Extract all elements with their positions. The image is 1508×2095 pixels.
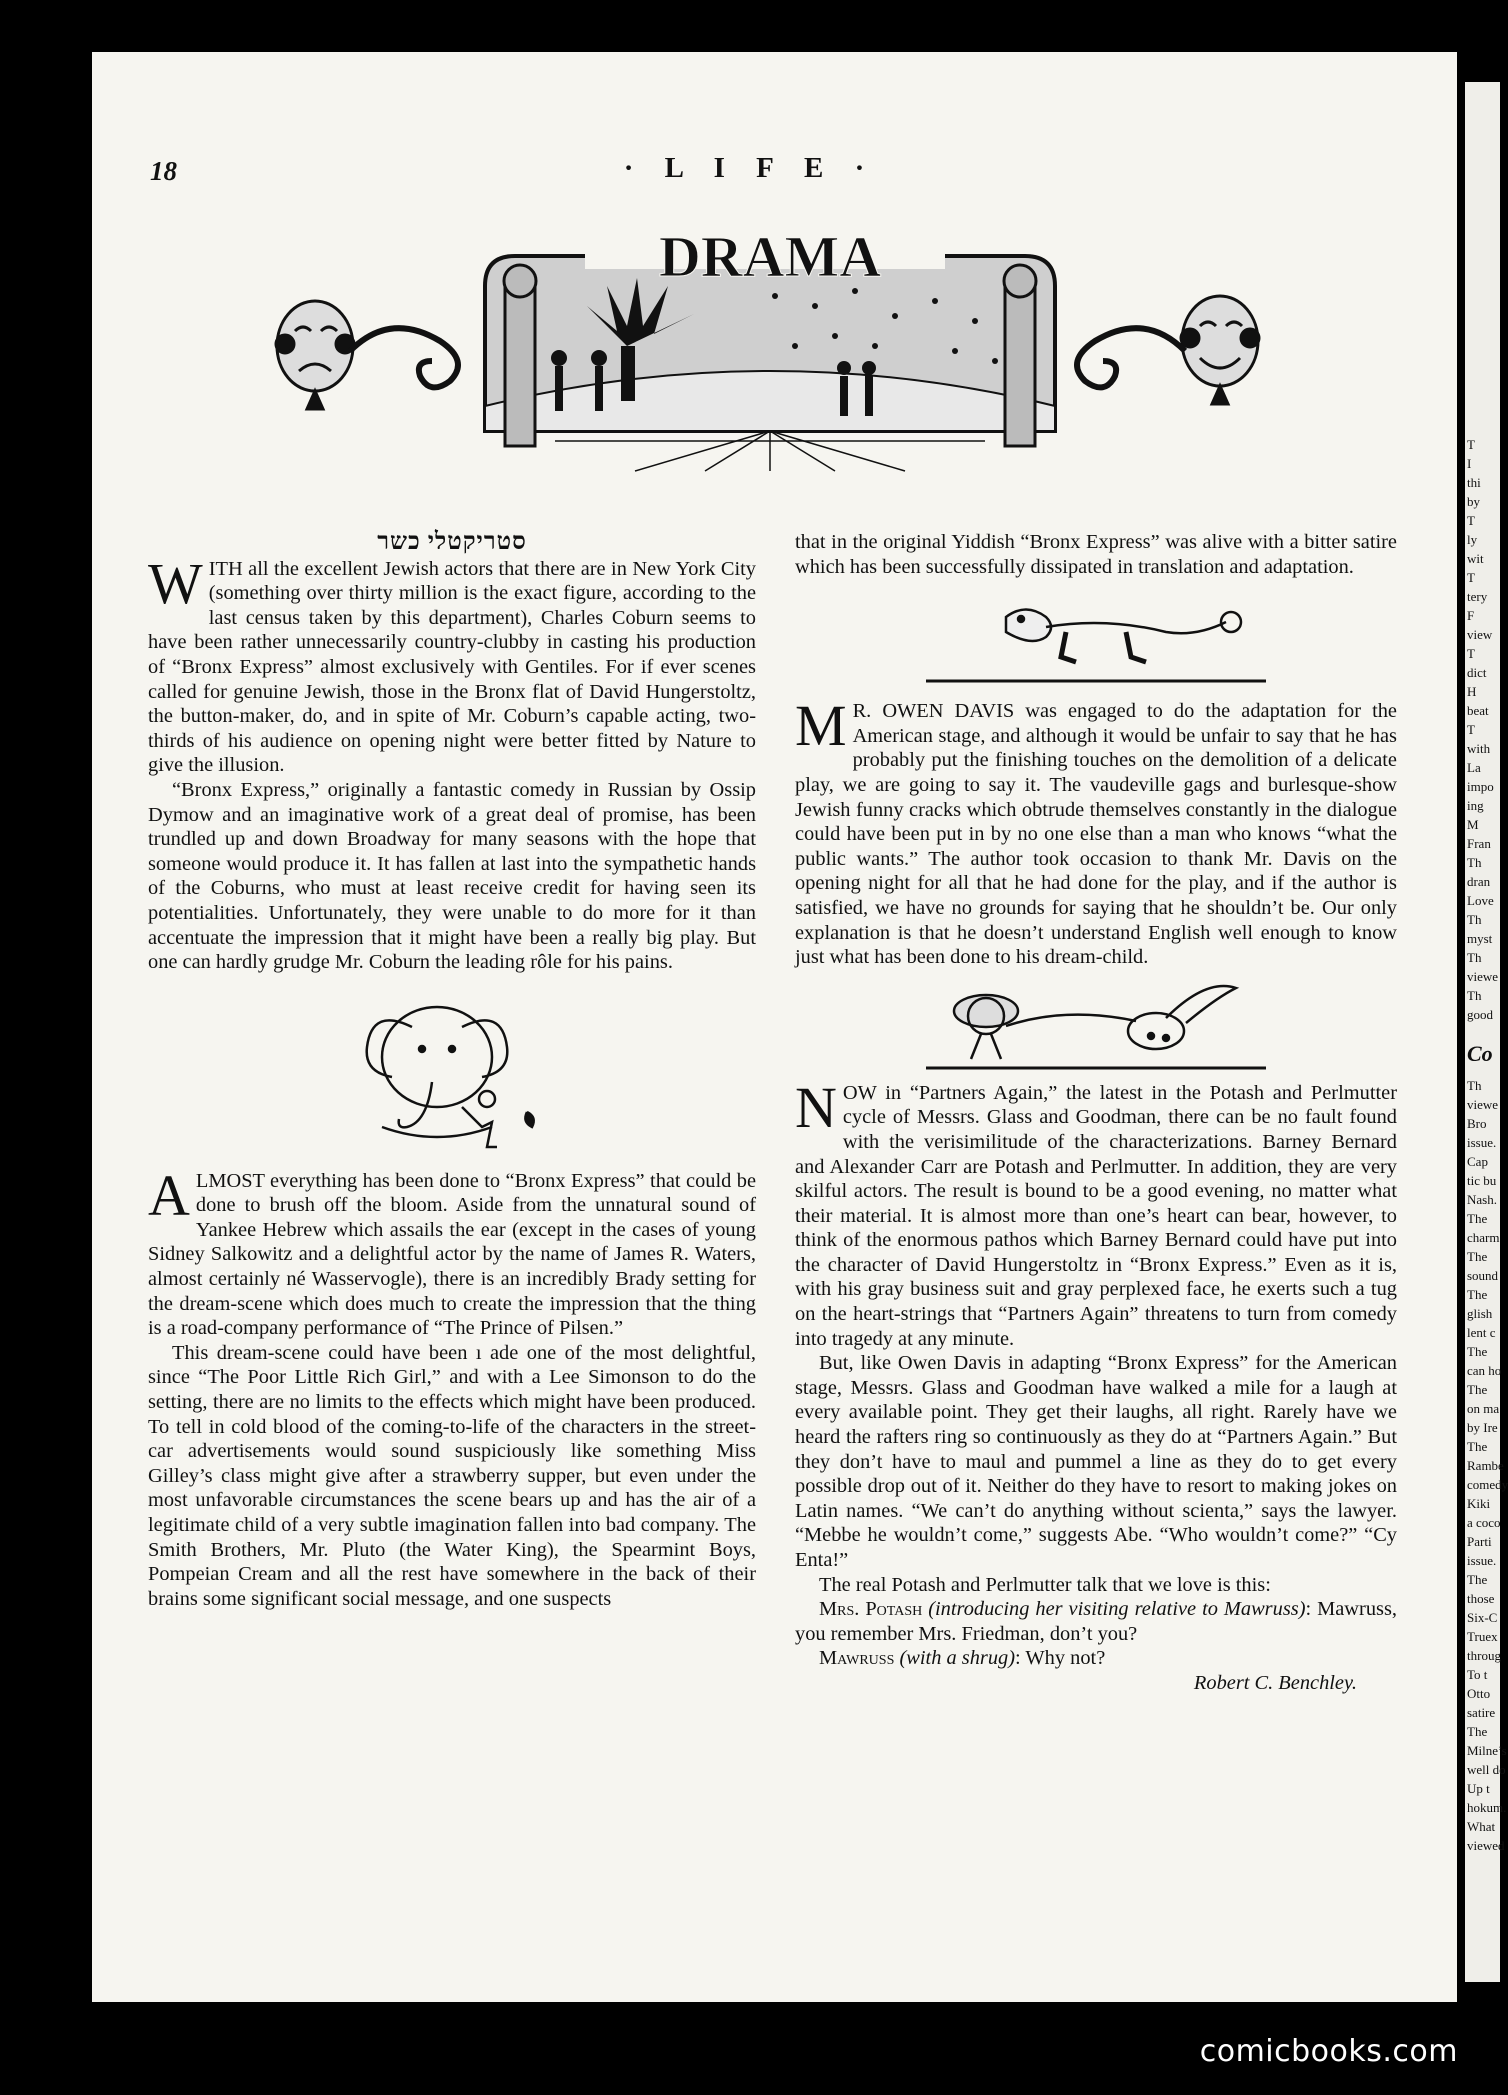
next-page-fragment: myst (1467, 931, 1493, 946)
paragraph-6 (795, 693, 1397, 970)
comedy-mask-icon (1181, 296, 1259, 404)
paragraph-text: ITH all the excellent Jewish actors that there are in New York City (something over thirty million is the exact figure, according to the last census taken by this department), Charles Coburn seems to have been rather unnecessarily country-clubby in casting his production of “Bronx Express” almost exclusively with Gentiles. For if ever scenes called for genuine Jewish, those in the Bronx flat of David Hungerstoltz, the button-maker, do, and in spite of Mr. Coburn’s capable acting, two-thirds of his audience on opening night were better fitted by Nature to give the illusion. (148, 557, 756, 777)
paragraph-2: “Bronx Express,” originally a fantastic comedy in Russian by Ossip Dymow and an imaginative work of a great deal of promise, has been trundled up and down Broadway for many seasons with the hope that someone would produce it. It has fallen at last into the sympathetic hands of the Coburns, who must at least receive credit for having seen its potentialities. Unfortunately, they were unable to do more for it than accentuate the impression that it might have been a really big play. But one can hardly grudge Mr. Coburn the leading rôle for his pains. (148, 778, 756, 974)
next-page-fragment: by Ire (1467, 1420, 1498, 1435)
next-page-fragment: comedy (1467, 1477, 1508, 1492)
next-page-fragment: T (1467, 513, 1475, 528)
next-page-fragment: The (1467, 1211, 1488, 1226)
next-page-fragment: wit (1467, 551, 1484, 566)
next-page-fragment: La (1467, 760, 1481, 775)
next-page-fragment: Th (1467, 855, 1482, 870)
next-page-fragment: The (1467, 1724, 1488, 1739)
next-page-fragment: The (1467, 1287, 1488, 1302)
next-page-fragment: The (1467, 1344, 1488, 1359)
left-scroll-ornament (350, 328, 458, 387)
next-page-fragment: thi (1467, 475, 1481, 490)
author-signature: Robert C. Benchley. (1193, 1671, 1357, 1694)
dropcap: M (795, 693, 847, 759)
next-page-fragment: viewe (1467, 969, 1499, 984)
next-page-fragment: view (1467, 627, 1493, 642)
next-page-fragment: The (1467, 1439, 1488, 1454)
next-page-fragment: Otto (1467, 1686, 1491, 1701)
next-page-fragment: I (1467, 456, 1472, 471)
next-page-fragment: H (1467, 684, 1477, 699)
next-page-fragment: can ho (1467, 1363, 1502, 1378)
next-page-fragment: The (1467, 1572, 1488, 1587)
next-page-fragment: satire (1467, 1705, 1496, 1720)
next-page-fragment: Co (1467, 1041, 1493, 1066)
speaker: Mawruss (819, 1647, 895, 1670)
dragon-cartoon-illustration (926, 587, 1266, 685)
next-page-fragment: viewe (1467, 1097, 1499, 1112)
next-page-fragment: T (1467, 437, 1475, 452)
paragraph-text: OW in “Partners Again,” the latest in the Potash and Perlmutter cycle of Messrs. Glass and Goodman, there can be no fault found with the verisimilitude of the characterizations. Barney Bernard and Alexander Carr are Potash and Perlmutter. In addition, they are very skilful actors. The result is bound to be a good evening, no matter what their material. It is almost more than one’s heart can bear, however, to think of the enormous pathos which Barney Bernard could have put into the character of David Hungerstoltz in “Bronx Express.” Even as it is, with his gray business suit and gray perplexed face, he exerts such a tug on the heart-strings that “Partners Again” threatens to turn from comedy into tragedy at any minute. (795, 1081, 1397, 1350)
hebrew-heading: סטריקטלי כשר (377, 529, 527, 555)
drama-banner-illustration (255, 226, 1285, 481)
stage-direction: (introducing her visiting relative to Mawruss) (928, 1598, 1306, 1621)
right-column (1004, 265, 1036, 446)
next-page-fragment: Kiki (1467, 1496, 1491, 1511)
next-page-fragment: The (1467, 1382, 1488, 1397)
dialogue-text: : Why not? (1015, 1647, 1106, 1670)
watermark: comicbooks.com (1199, 2034, 1458, 2069)
tragedy-mask-icon (276, 301, 354, 409)
next-page-fragment: beat (1467, 703, 1489, 718)
next-page-fragment: issue. (1467, 1135, 1497, 1150)
elephant-cartoon-illustration (342, 987, 562, 1157)
article-column-1 (148, 530, 756, 1611)
dropcap: A (148, 1162, 190, 1228)
paragraph-3 (148, 1162, 756, 1341)
paragraph-5: that in the original Yiddish “Bronx Express” was alive with a bitter satire which has been successfully dissipated in translation and adaptation. (795, 531, 1397, 578)
next-page-fragment: Up t (1467, 1781, 1490, 1796)
paragraph-9: The real Potash and Perlmutter talk that we love is this: (819, 1573, 1271, 1596)
next-page-fragment: Bro (1467, 1116, 1487, 1131)
left-column (504, 265, 536, 446)
next-page-fragment: a coco (1467, 1515, 1501, 1530)
next-page-fragment: sound (1467, 1268, 1499, 1283)
paragraph-1 (148, 550, 756, 778)
next-page-fragment: Th (1467, 988, 1482, 1003)
next-page-fragment: impo (1467, 779, 1494, 794)
next-page-fragment: Nash. (1467, 1192, 1497, 1207)
dropcap: W (148, 550, 203, 616)
next-page-fragment: Truex (1467, 1629, 1498, 1644)
next-page-fragment: Love (1467, 893, 1494, 908)
next-page-fragment: on ma (1467, 1401, 1500, 1416)
next-page-fragment: lent c (1467, 1325, 1496, 1340)
right-scroll-ornament (1077, 328, 1185, 387)
next-page-fragment: Th (1467, 1078, 1482, 1093)
paragraph-text: R. OWEN DAVIS was engaged to do the adaptation for the American stage, and although it would be unfair to say that he has probably put the finishing touches on the demolition of a delicate play, we are going to say it. The vaudeville gags and burlesque-show Jewish funny cracks which obtrude themselves constantly in the dialogue could have been put in by no one else than a man who knows “what the public wants.” The author took occasion to thank Mr. Davis on the opening night for all that he had done for the play, and if the author is satisfied, we have no grounds for saying that he shouldn’t be. Our only explanation is that he doesn’t understand English well enough to know just what has been done to his dream-child. (795, 700, 1397, 969)
drama-title: DRAMA (658, 224, 882, 289)
next-page-fragment: good (1467, 1007, 1493, 1022)
next-page-fragment: Six-C (1467, 1610, 1498, 1625)
next-page-fragment: Fran (1467, 836, 1491, 851)
next-page-fragment: To t (1467, 1667, 1488, 1682)
next-page-fragment: F (1467, 608, 1475, 623)
next-page-fragment: tery (1467, 589, 1488, 604)
speaker: Mrs. Potash (819, 1598, 923, 1621)
paragraph-7 (795, 1074, 1397, 1352)
page-number: 18 (150, 156, 177, 186)
paragraph-4: This dream-scene could have been ı ade one of the most delightful, since “The Poor Little Rich Girl,” and with a Lee Simonson to do the setting, there are no limits to the effects which might have been produced. To tell in cold blood of the coming-to-life of the characters in the street-car advertisements would sound suspiciously like something Miss Gilley’s class might give after a strawberry supper, but even under the most unfavorable circumstances the scene bears up and has the air of a legitimate child of a very subtle imagination fallen into bad company. The Smith Brothers, Mr. Pluto (the Water King), the Spearmint Boys, Pompeian Cream and all the rest have somewhere in the back of their brains some significant social message, and one suspects (148, 1341, 756, 1610)
next-page-fragment: Th (1467, 912, 1482, 927)
next-page-fragment: M (1467, 817, 1479, 832)
masthead: · L I F E · (623, 152, 877, 184)
next-page-fragment: tic bu (1467, 1173, 1497, 1188)
next-page-fragment: dran (1467, 874, 1491, 889)
stage-direction: (with a shrug) (899, 1647, 1016, 1670)
next-page-fragment: Parti (1467, 1534, 1492, 1549)
next-page-fragment: T (1467, 722, 1475, 737)
next-page-fragment: The (1467, 1249, 1488, 1264)
next-page-fragment: well do (1467, 1762, 1506, 1777)
dialogue-line-1 (795, 1597, 1397, 1646)
next-page-fragment: ing (1467, 798, 1484, 813)
next-page-fragment: with (1467, 741, 1491, 756)
next-page-fragment: Rambe (1467, 1458, 1504, 1473)
next-page-fragment: ly (1467, 532, 1478, 547)
stage-floor-lines (555, 431, 985, 471)
next-page-fragment: charm (1467, 1230, 1500, 1245)
next-page-fragment: throug (1467, 1648, 1501, 1663)
dialogue-line-2 (795, 1646, 1397, 1671)
rabbit-cartoon-illustration (926, 976, 1266, 1071)
paragraph-text: LMOST everything has been done to “Bronx Express” that could be done to brush off the bloom. Aside from the unnatural sound of Yankee Hebrew which assails the ear (except in the cases of young Sidney Salkowitz and a delightful actor by the name of James R. Waters, almost certainly né Wasservogle), there is an incredibly Brady setting for the dream-scene which does much to create the impression that the thing is a road-company performance of “The Prince of Pilsen.” (148, 1169, 756, 1340)
next-page-fragment: glish (1467, 1306, 1493, 1321)
next-page-fragment: What (1467, 1819, 1496, 1834)
next-page-fragment: Milne’s (1467, 1743, 1507, 1758)
paragraph-8: But, like Owen Davis in adapting “Bronx Express” for the American stage, Messrs. Glass and Goodman have walked a mile for a laugh at every available point. They get their laughs, all right. Rarely have we heard the rafters ring so continuously as they do at “Partners Again.” But they don’t have to maul and pummel a line as they do to get every possible drop out of it. Neither do they have to resort to making jokes on Latin names. “We can’t do anything without scienta,” says the lawyer. “Mebbe he wouldn’t come,” suggests Abe. “Who wouldn’t come?” “Cy Enta!” (795, 1352, 1397, 1571)
next-page-fragment: by (1467, 494, 1480, 509)
article-column-2 (795, 530, 1397, 1696)
next-page-fragment: those (1467, 1591, 1495, 1606)
next-page-fragment: Cap (1467, 1154, 1488, 1169)
next-page-fragment: viewed (1467, 1838, 1505, 1853)
next-page-fragment: dict (1467, 665, 1487, 680)
next-page-fragment: T (1467, 570, 1475, 585)
dialogue-text: : Mawruss, you remember Mrs. Friedman, don’t you? (795, 1598, 1397, 1645)
next-page-edge (1465, 82, 1508, 1982)
dropcap: N (795, 1074, 837, 1140)
next-page-fragment: T (1467, 646, 1475, 661)
next-page-fragment: Th (1467, 950, 1482, 965)
next-page-fragment: issue. (1467, 1553, 1497, 1568)
next-page-fragment: hokum. (1467, 1800, 1507, 1815)
